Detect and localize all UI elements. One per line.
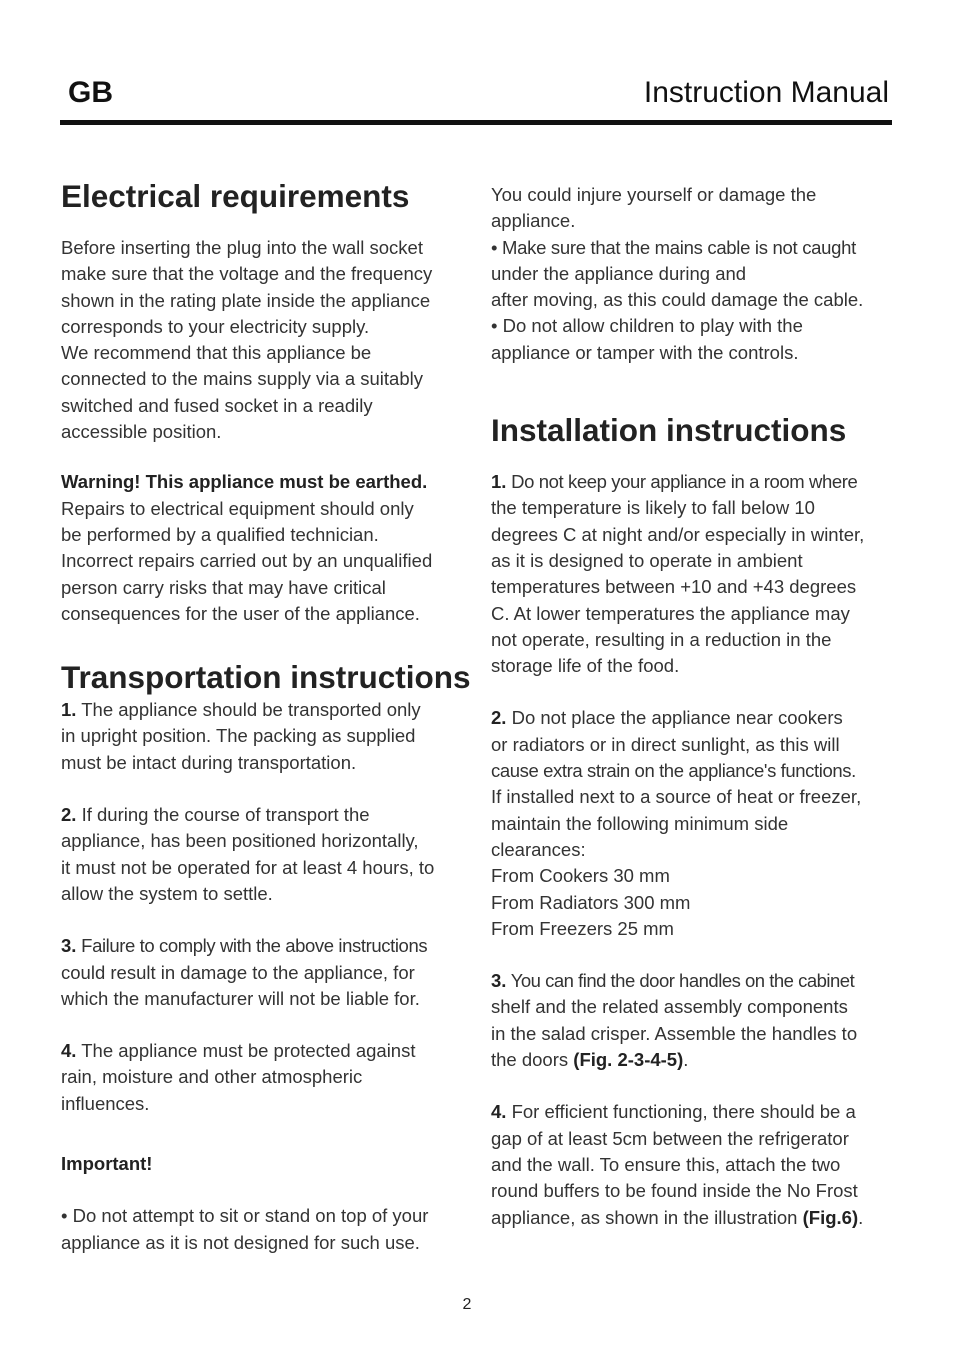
important-bullet [61,1203,471,1256]
transport-item-4 [61,1038,471,1117]
text-line: under the appliance during and [491,262,747,284]
installation-item-1 [491,469,901,679]
item-number: 4. [491,1101,507,1123]
text-line: You can find the door handles on the cabinet [506,970,855,992]
text-line: Do not keep your appliance in a room where [506,471,858,493]
text-line: . [858,1206,864,1228]
warning-text: Warning! This appliance must be earthed. [61,471,428,493]
text-line: • Do not allow children to play with the [491,315,803,337]
text-line: shelf and the related assembly components [491,996,848,1018]
text-line: corresponds to your electricity supply. [61,315,370,337]
text-line: temperatures between +10 and +43 degrees [491,576,857,598]
electrical-paragraph [61,235,471,445]
text-line: storage life of the food. [491,655,680,677]
left-column [61,176,471,1256]
text-line: make sure that the voltage and the frequency [61,263,433,285]
text-line: Do not place the appliance near cookers [506,707,843,729]
text-line: appliance. [491,210,576,232]
text-line: could result in damage to the appliance, for [61,961,415,983]
text-line: as it is designed to operate in ambient [491,549,803,571]
text-line: From Freezers 25 mm [491,917,674,939]
important-label [61,1151,471,1177]
text-line: the temperature is likely to fall below 10 [491,497,815,519]
text-line: shown in the rating plate inside the appliance [61,289,431,311]
language-code: GB [68,76,113,109]
electrical-heading: Electrical requirements [61,178,410,214]
text-line: Failure to comply with the above instructions [76,935,428,957]
manual-title: Instruction Manual [643,76,889,109]
text-line: From Radiators 300 mm [491,891,691,913]
text-line: Repairs to electrical equipment should only [61,497,414,519]
text-line: maintain the following minimum side [491,812,789,834]
installation-item-3 [491,968,901,1073]
transport-item-3 [61,933,471,1012]
important-text: Important! [61,1153,153,1175]
text-line: We recommend that this appliance be [61,342,372,364]
transport-item-2 [61,802,471,907]
text-line: • Make sure that the mains cable is not caught [491,236,856,258]
text-line: For efficient functioning, there should be a [506,1101,856,1123]
text-line: C. At lower temperatures the appliance may [491,602,850,624]
text-line: in the salad crisper. Assemble the handles to [491,1022,858,1044]
text-line: degrees C at night and/or especially in winter, [491,523,865,545]
text-line: round buffers to be found inside the No Frost [491,1180,858,1202]
text-line: appliance or tamper with the controls. [491,341,799,363]
text-line: in upright position. The packing as supplied [61,725,416,747]
transport-heading: Transportation instructions [61,659,471,696]
text-line: You could injure yourself or damage the [491,184,817,205]
warning-paragraph [61,469,471,627]
text-line: gap of at least 5cm between the refrigerator [491,1127,849,1149]
safety-continued [491,182,901,366]
item-number: 2. [61,804,77,826]
installation-heading: Installation instructions [491,412,847,449]
text-line: after moving, as this could damage the cable. [491,289,864,311]
item-number: 4. [61,1040,77,1062]
text-line: accessible position. [61,421,222,443]
transport-item-1 [61,697,471,776]
item-number: 1. [61,699,77,721]
text-line: . [683,1049,689,1071]
text-line: cause extra strain on the appliance's functions. [491,760,856,782]
text-line: If during the course of transport the [76,804,370,826]
text-line: The appliance should be transported only [76,699,421,721]
text-line: • Do not attempt to sit or stand on top of your [61,1205,429,1227]
text-line: Before inserting the plug into the wall socket [61,237,423,258]
text-line: or radiators or in direct sunlight, as this will [491,733,840,755]
installation-item-4 [491,1099,901,1230]
text-line: connected to the mains supply via a suitably [61,368,423,390]
header-divider [60,120,892,125]
text-line: clearances: [491,838,586,860]
text-line: rain, moisture and other atmospheric [61,1066,363,1088]
text-line: it must not be operated for at least 4 hours, to [61,856,435,878]
item-number: 1. [491,471,507,493]
text-line: appliance as it is not designed for such use. [61,1231,420,1253]
text-line: appliance, as shown in the illustration [491,1206,803,1228]
text-line: person carry risks that may have critical [61,576,386,598]
text-line: which the manufacturer will not be liable for. [61,987,420,1009]
figure-reference: (Fig.6) [802,1206,859,1228]
installation-item-2 [491,705,901,942]
text-line: the doors [491,1049,574,1071]
text-line: appliance, has been positioned horizontally, [61,830,419,852]
text-line: be performed by a qualified technician. [61,523,379,545]
text-line: If installed next to a source of heat or freezer, [491,786,862,808]
text-line: consequences for the user of the appliance. [61,602,420,624]
figure-reference: (Fig. 2-3-4-5) [573,1049,684,1071]
page-number: 2 [462,1296,472,1313]
text-line: must be intact during transportation. [61,751,357,773]
text-line: The appliance must be protected against [76,1040,416,1062]
item-number: 2. [491,707,507,729]
text-line: influences. [61,1092,150,1114]
text-line: not operate, resulting in a reduction in the [491,628,832,650]
text-line: From Cookers 30 mm [491,865,670,887]
right-column [491,182,901,1231]
item-number: 3. [61,935,77,957]
text-line: Incorrect repairs carried out by an unqualified [61,550,433,572]
text-line: allow the system to settle. [61,882,273,904]
text-line: and the wall. To ensure this, attach the two [491,1153,841,1175]
text-line: switched and fused socket in a readily [61,394,373,416]
item-number: 3. [491,970,507,992]
